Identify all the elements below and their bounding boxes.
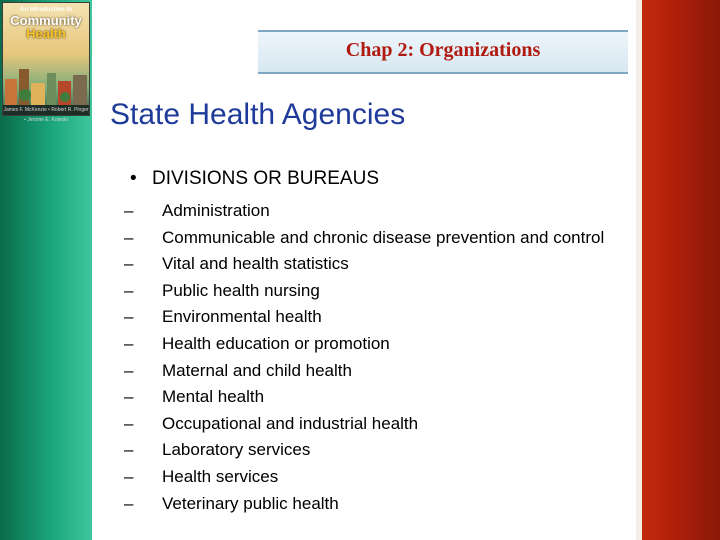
dash-icon: – [124,466,134,486]
list-item: – Vital and health statistics [124,254,349,274]
main-bullet-text: DIVISIONS OR BUREAUS [152,168,379,189]
dash-icon: – [124,307,134,327]
dash-icon: – [124,333,134,353]
slide-heading: State Health Agencies [110,98,406,131]
left-green-bar [0,0,92,540]
list-item: – Health services [124,466,279,486]
list-item: – Laboratory services [124,440,311,460]
list-item: – Veterinary public health [124,493,339,513]
book-cover-image [2,2,90,123]
book-cover-subtitle: An Introduction to [20,7,72,13]
list-item: – Public health nursing [124,280,320,300]
list-item: – Communicable and chronic disease prevention and control [124,227,605,247]
right-red-bar [642,0,720,540]
list-item: – Mental health [124,387,265,407]
dash-icon: – [124,360,134,380]
dash-icon: – [124,227,134,247]
book-cover-community: Community [10,13,82,28]
book-cover-health: Health [26,26,66,41]
dash-icon: – [124,440,134,460]
cityscape-illustration [3,61,89,105]
bullet-dot-icon: • [130,168,137,189]
dash-icon: – [124,387,134,407]
dash-icon: – [124,493,134,513]
list-item: – Administration [124,201,270,220]
dash-icon: – [124,254,134,274]
list-item: – Environmental health [124,307,322,327]
list-item: – Maternal and child health [124,360,352,380]
list-item: – Health education or promotion [124,333,390,353]
dash-icon: – [124,280,134,300]
main-bullet [130,168,379,190]
book-authors: James F. McKenzie • Robert R. Pinger • Jerome E. Kotecki [3,107,89,123]
list-item: – Occupational and industrial health [124,413,419,433]
divisions-list [124,200,620,519]
book-cover-title [3,7,89,40]
dash-icon: – [124,201,134,220]
dash-icon: – [124,413,134,433]
chapter-title-banner [258,30,628,74]
chapter-title: Chap 2: Organizations [345,39,541,61]
